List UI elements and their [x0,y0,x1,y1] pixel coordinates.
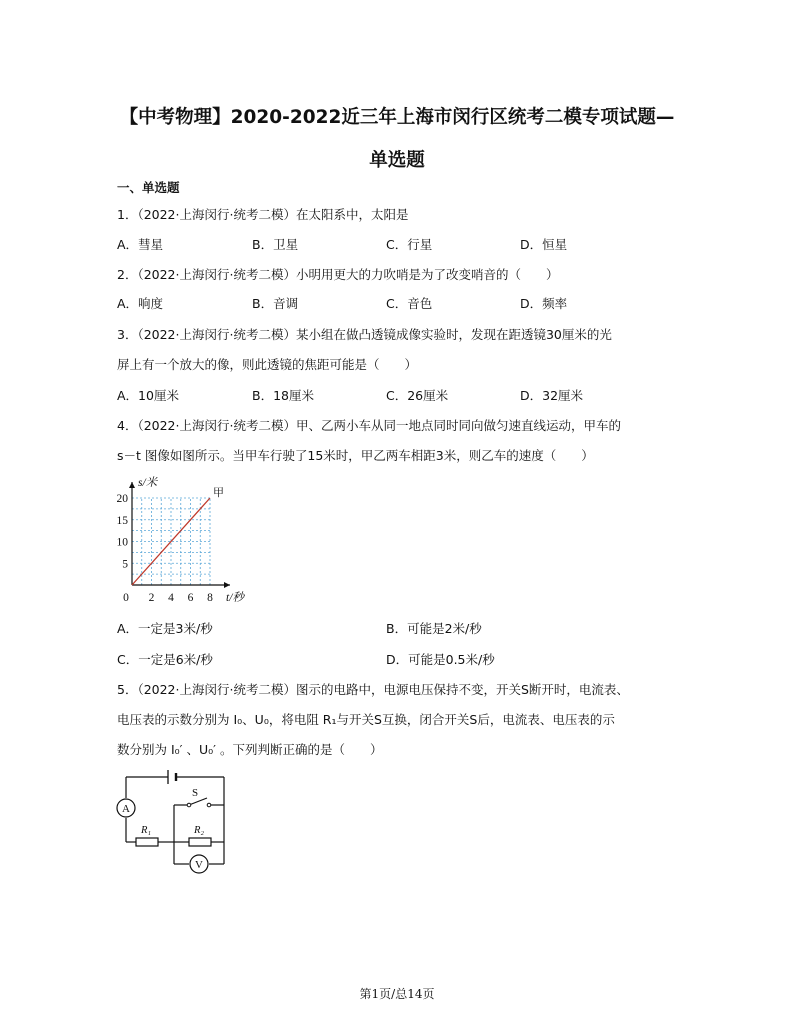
r2-label: R₂ [194,825,205,836]
x-tick-label: 0 [123,592,129,604]
doc-title-line1: 【中考物理】2020-2022近三年上海市闵行区统考二模专项试题— [119,107,675,128]
voltmeter-label: V [195,859,203,871]
q1-option-a: A．彗星 [117,237,164,252]
q3-option-b: B．18厘米 [252,388,314,403]
q2-option-d: D．频率 [520,296,568,311]
q4-stem-line2: s－t 图像如图所示。当甲车行驶了15米时，甲乙两车相距3米，则乙车的速度（ ） [117,448,594,463]
y-tick-label: 20 [116,493,128,505]
q4-option-c: C．一定是6米/秒 [117,652,213,667]
y-tick-label: 5 [122,558,128,571]
q4-option-d: D．可能是0.5米/秒 [386,652,495,667]
x-tick-label: 2 [148,592,155,604]
q2-option-c: C．音色 [386,296,433,311]
q3-option-d: D．32厘米 [520,388,584,403]
q2-option-a: A．响度 [117,296,164,311]
x-axis-arrow-icon [224,582,230,588]
switch-label: S [192,787,199,799]
q3-stem-line1: 3．（2022·上海闵行·统考二模）某小组在做凸透镜成像实验时，发现在距透镜30厘米的光 [117,327,612,342]
q3-stem-line2: 屏上有一个放大的像，则此透镜的焦距可能是（ ） [117,357,418,372]
x-tick-label: 8 [207,592,213,604]
switch-contact-icon [187,803,191,807]
q1-option-b: B．卫星 [252,237,299,252]
q5-stem-line2: 电压表的示数分别为 I₀、U₀，将电阻 R₁与开关S互换，闭合开关S后，电流表、电压表的示 [117,712,615,727]
q5-stem-line3: 数分别为 I₀′ 、U₀′ 。下列判断正确的是（ ） [117,742,383,757]
doc-title-line2: 单选题 [369,150,425,171]
page-footer: 第1页/总14页 [359,987,435,1001]
ammeter-icon [117,799,135,817]
section-heading: 一、单选题 [117,180,180,195]
q2-option-b: B．音调 [252,296,299,311]
q5-stem-line1: 5．（2022·上海闵行·统考二模）图示的电路中，电源电压保持不变，开关S断开时，电流表、 [117,682,629,697]
q4-stem-line1: 4．（2022·上海闵行·统考二模）甲、乙两小车从同一地点同时同向做匀速直线运动，甲车的 [117,418,621,433]
x-tick-label: 6 [187,592,194,604]
q1-option-c: C．行星 [386,237,433,252]
r1-label: R₁ [141,825,152,836]
q3-option-a: A．10厘米 [117,388,179,403]
x-axis-label: t/秒 [226,592,244,604]
resistor-r2-icon [189,838,211,846]
ammeter-label: A [122,803,130,815]
q4-option-a: A．一定是3米/秒 [117,621,213,636]
voltmeter-icon [190,855,208,873]
q2-stem: 2．（2022·上海闵行·统考二模）小明用更大的力吹哨是为了改变哨音的（ ） [117,267,559,282]
battery-icon [168,770,176,784]
resistor-r1-icon [136,838,158,846]
q1-stem: 1．（2022·上海闵行·统考二模）在太阳系中，太阳是 [117,207,409,222]
q4-option-b: B．可能是2米/秒 [386,621,482,636]
circuit-diagram [112,765,237,880]
series-label: 甲 [213,487,224,499]
y-tick-label: 15 [116,514,128,527]
y-axis-arrow-icon [129,482,135,488]
switch-contact-icon [207,803,211,807]
q3-option-c: C．26厘米 [386,388,449,403]
x-tick-label: 4 [168,592,174,604]
st-graph [112,474,292,604]
q1-option-d: D．恒星 [520,237,568,252]
y-tick-label: 10 [116,536,128,549]
y-axis-label: s/米 [138,477,158,489]
